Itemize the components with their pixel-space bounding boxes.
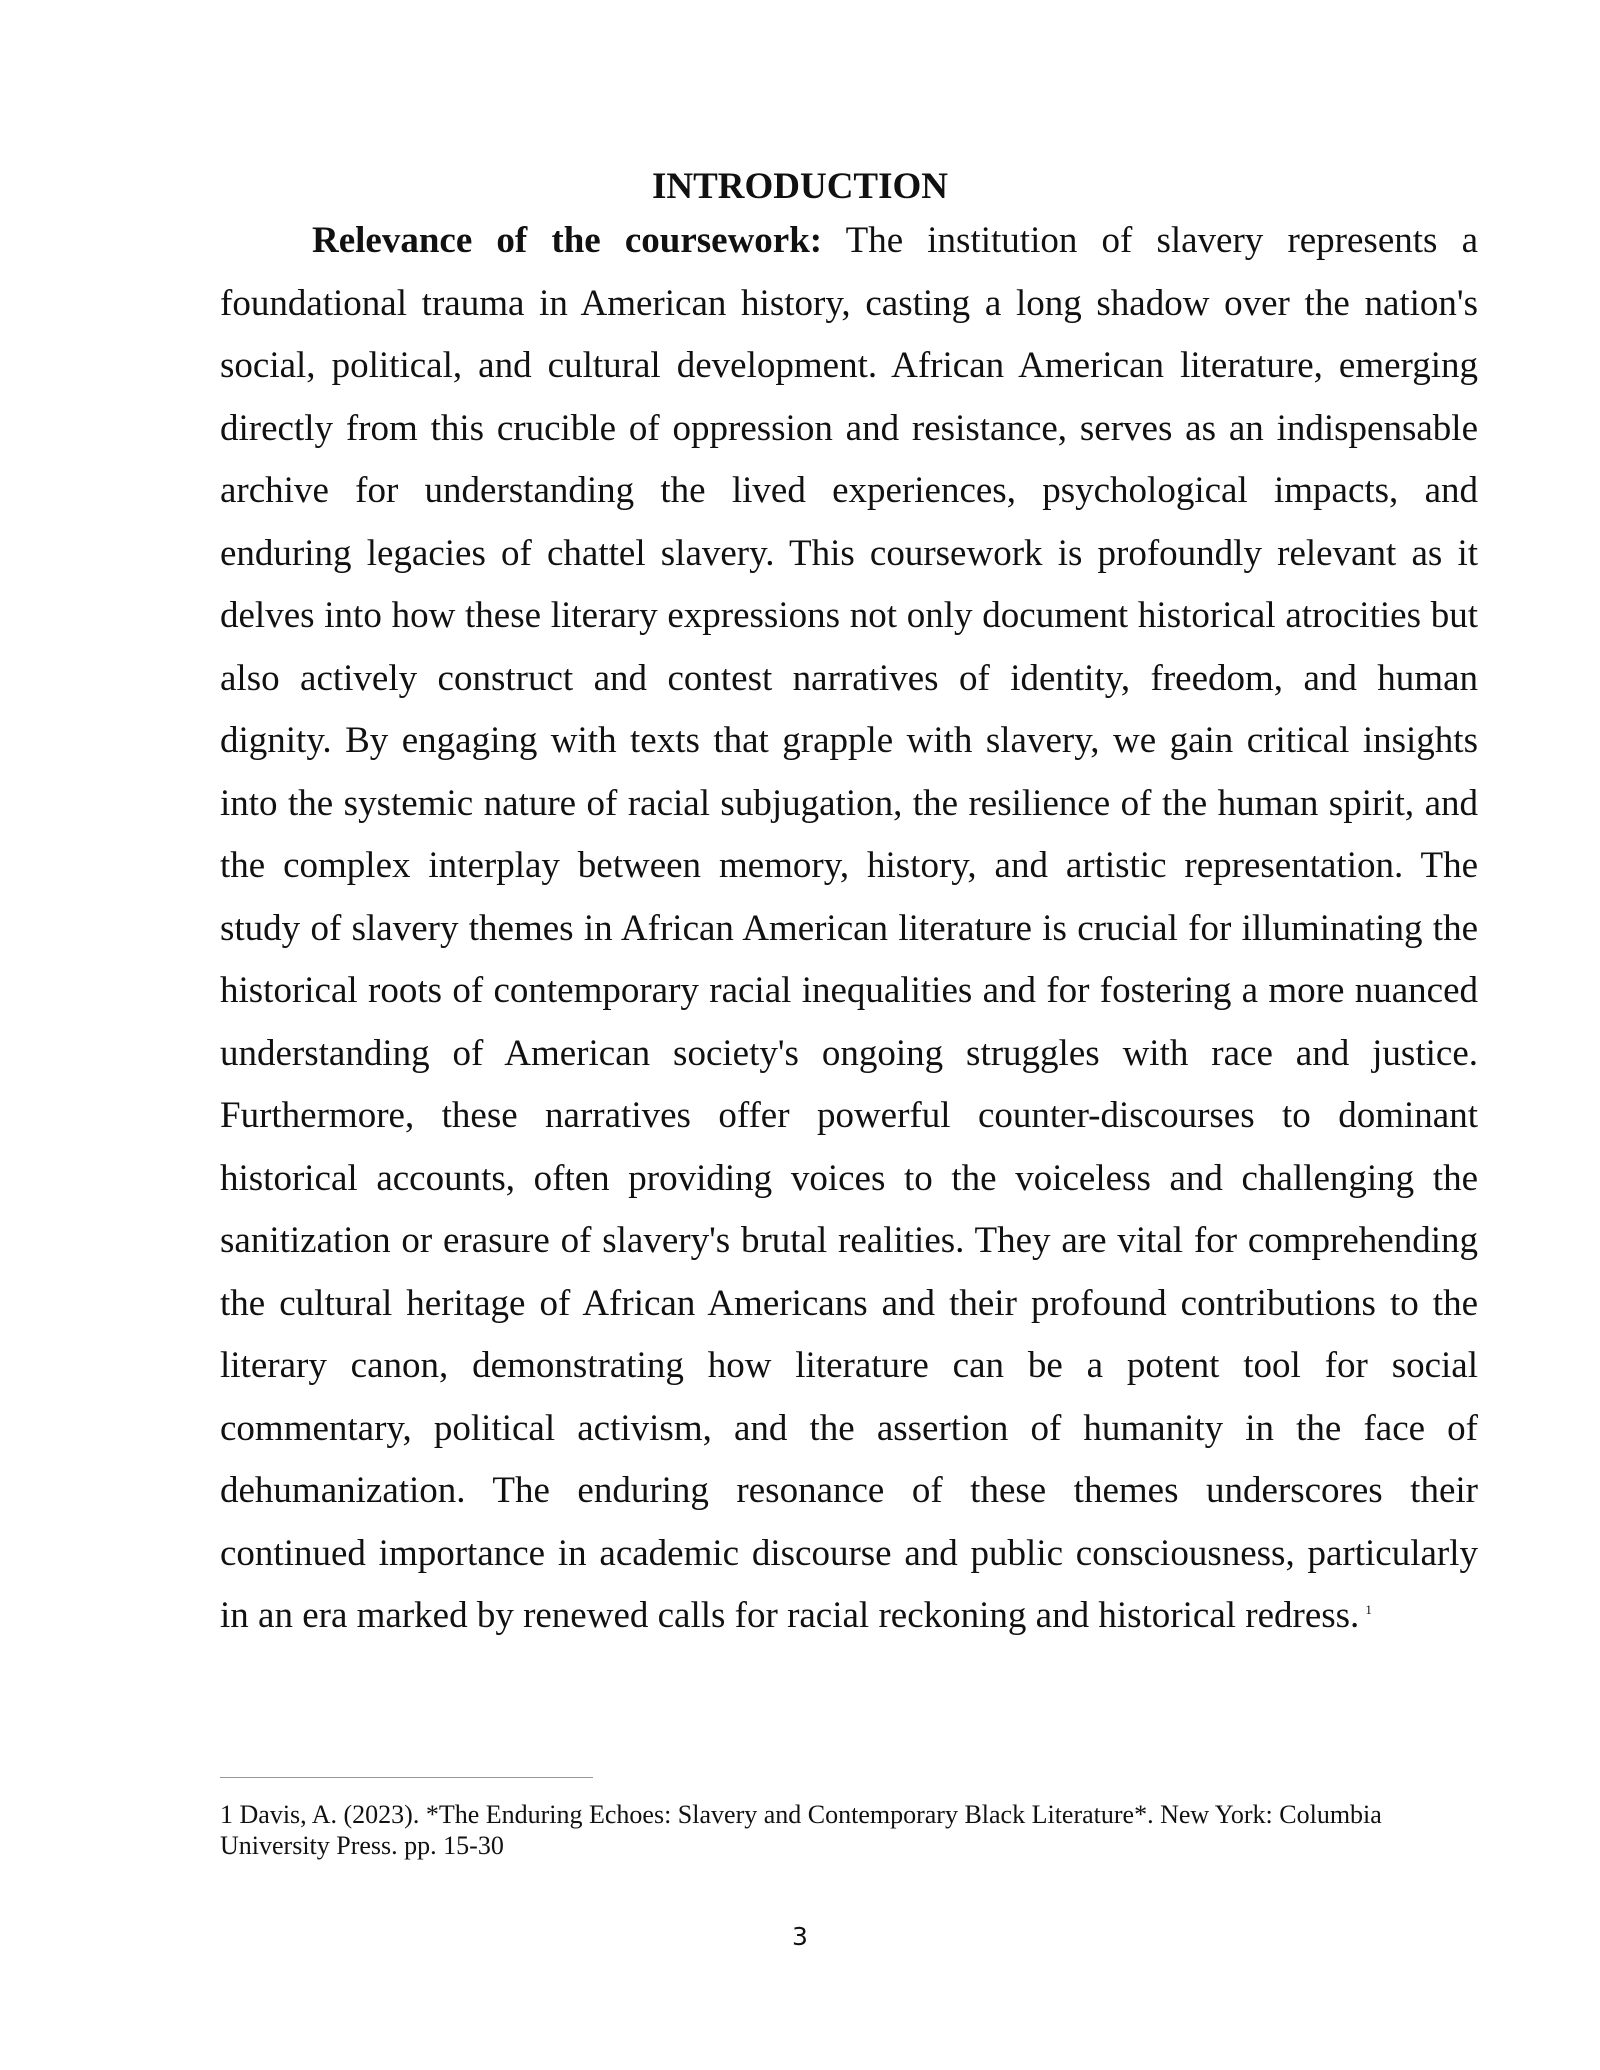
body-text: The institution of slavery represents a foundational trauma in American history, casting a long shadow over the nation's social, political, and cultural development. African American literature, emerging directly from this crucible of oppression and resistance, serves as an indispensable archive for understanding the lived experiences, psychological impacts, and enduring legacies of chattel slavery. This coursework is profoundly relevant as it delves into how these literary expressions not only document historical atrocities but also actively construct and contest narratives of identity, freedom, and human dignity. By engaging with texts that grapple with slavery, we gain critical insights into the systemic nature of racial subjugation, the resilience of the human spirit, and the complex interplay between memory, history, and artistic representation. The study of slavery themes in African American literature is crucial for illuminating the historical roots of contemporary racial inequalities and for fostering a more nuanced understanding of American society's ongoing struggles with race and justice. Furthermore, these narratives offer powerful counter-discourses to dominant historical accounts, often providing voices to the voiceless and challenging the sanitization or erasure of slavery's brutal realities. They are vital for comprehending the cultural heritage of African Americans and their profound contributions to the literary canon, demonstrating how literature can be a potent tool for social commentary, political activism, and the assertion of humanity in the face of dehumanization. The enduring resonance of these themes underscores their continued importance in academic discourse and public consciousness, particularly in an era marked by renewed calls for racial reckoning and historical redress.: [220, 220, 1478, 1636]
page-number: 3: [792, 1922, 808, 1951]
section-heading: INTRODUCTION: [651, 166, 949, 207]
footnote-separator: [220, 1777, 593, 1778]
footnote-text: 1 Davis, A. (2023). *The Enduring Echoes: Slavery and Contemporary Black Literature*. New York: Columbia University Press. pp. 15-30: [220, 1800, 1382, 1860]
body-paragraph: [220, 210, 1478, 1648]
lead-label: Relevance of the coursework:: [312, 220, 823, 261]
footnote-reference[interactable]: 1: [1365, 1601, 1372, 1617]
